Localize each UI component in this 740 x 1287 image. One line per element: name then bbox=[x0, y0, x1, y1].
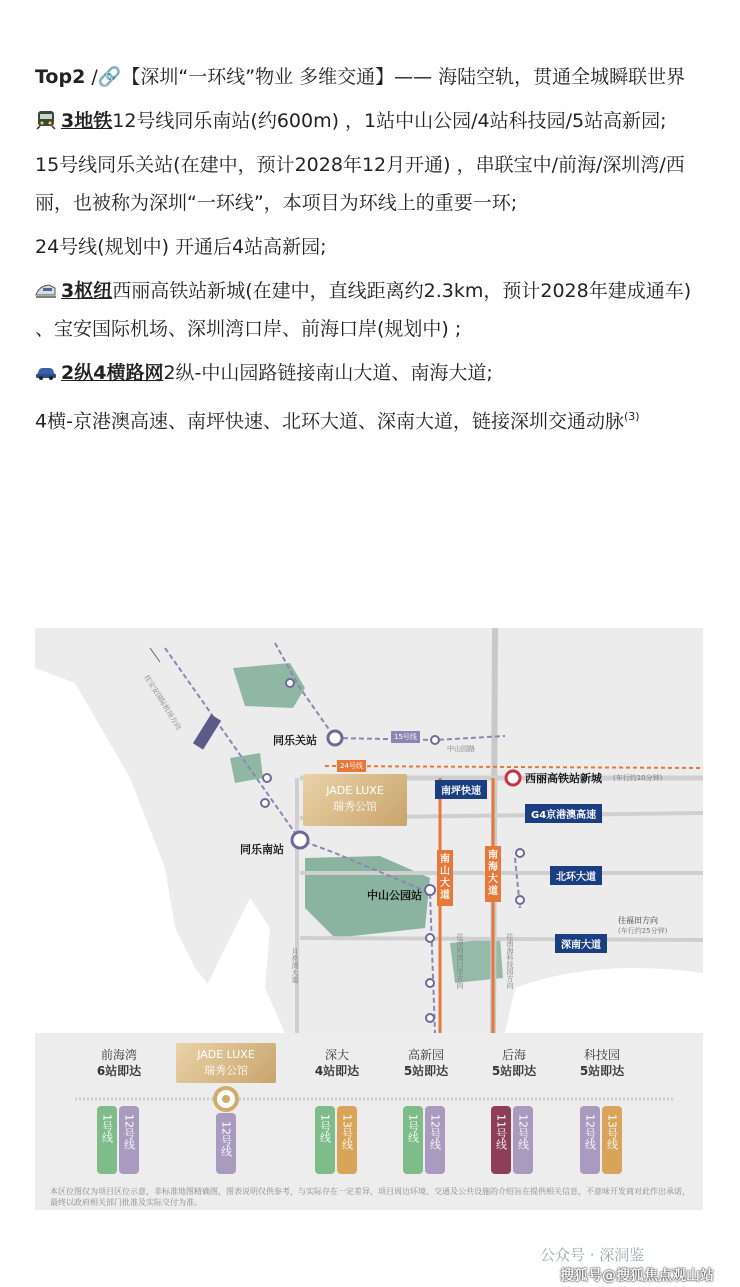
airport-direction: 往宝安国际机场方向 bbox=[142, 673, 183, 732]
line24-tag: 24号线 bbox=[337, 760, 366, 772]
road-beihuan: 北环大道 bbox=[550, 866, 602, 885]
station-sub: 6站即达 bbox=[96, 1064, 142, 1078]
strip-project-cn: 瑞秀公馆 bbox=[204, 1064, 248, 1077]
wechat-watermark: 公众号 · 深洞鉴 bbox=[540, 1246, 645, 1264]
pill-line1 bbox=[315, 1106, 335, 1174]
article-body bbox=[35, 58, 715, 446]
title-rest: /🔗【深圳“一环线”物业 多维交通】—— 海陆空轨，贯通全城瞬联世界 bbox=[85, 66, 686, 88]
pill-text: 13号线 bbox=[605, 1114, 619, 1150]
car-icon bbox=[35, 362, 57, 382]
strip-station-kejiyuan bbox=[563, 1047, 641, 1079]
station-sub: 5站即达 bbox=[579, 1064, 625, 1078]
station-tongle-nan: 同乐南站 bbox=[240, 843, 284, 856]
pill-line12 bbox=[425, 1106, 445, 1174]
project-marker bbox=[303, 774, 407, 826]
sohu-watermark: 搜狐号@搜狐焦点观山站 bbox=[560, 1268, 714, 1284]
project-name-en: JADE LUXE bbox=[326, 784, 384, 797]
pill-text: 12号线 bbox=[583, 1114, 597, 1150]
location-map bbox=[35, 628, 703, 1033]
road-text: 2纵-中山园路链接南山大道、南海大道; bbox=[163, 362, 493, 384]
pill-text: 12号线 bbox=[122, 1114, 136, 1150]
kejiyuan-direction: 往南海科技园方向 bbox=[506, 933, 514, 989]
strip-project-en: JADE LUXE bbox=[197, 1048, 255, 1061]
map-base bbox=[35, 628, 703, 1033]
pill-text: 1号线 bbox=[100, 1114, 114, 1143]
hub-paragraph bbox=[35, 272, 715, 348]
pill-line1 bbox=[97, 1106, 117, 1174]
station-name: 前海湾 bbox=[100, 1048, 137, 1062]
strip-project-marker bbox=[176, 1043, 276, 1083]
pill-line13 bbox=[337, 1106, 357, 1174]
station-name: 高新园 bbox=[407, 1048, 444, 1062]
metro-paragraph bbox=[35, 102, 715, 140]
high-speed-train-icon bbox=[35, 280, 57, 300]
strip-station-houhai bbox=[475, 1047, 553, 1079]
pill-line11 bbox=[491, 1106, 511, 1174]
pill-line12 bbox=[119, 1106, 139, 1174]
strip-station-shenda bbox=[298, 1047, 376, 1079]
line24-paragraph: 24号线(规划中) 开通后4站高新园; bbox=[35, 236, 327, 258]
pill-text: 13号线 bbox=[340, 1114, 354, 1150]
road-text-2: 4横-京港澳高速、南坪快速、北环大道、深南大道，链接深圳交通动脉 bbox=[35, 410, 624, 433]
pill-line12 bbox=[216, 1113, 236, 1174]
station-name: 后海 bbox=[501, 1048, 526, 1062]
pill-text: 11号线 bbox=[494, 1114, 508, 1150]
zhongshan-road-label: 中山园路 bbox=[447, 745, 475, 753]
pill-text: 1号线 bbox=[318, 1114, 332, 1143]
moonbay-road: 月亮湾大道 bbox=[291, 948, 299, 983]
station-sub: 5站即达 bbox=[491, 1064, 537, 1078]
train-icon bbox=[35, 110, 57, 130]
pill-text: 12号线 bbox=[428, 1114, 442, 1150]
road-label: 2纵4横路网 bbox=[61, 362, 164, 384]
strip-station-gaoxinyuan bbox=[387, 1047, 465, 1079]
station-strip bbox=[35, 1033, 703, 1210]
line15-paragraph: 15号线同乐关站(在建中，预计2028年12月开通) ，串联宝中/前海/深圳湾/西丽，也被称为深圳“一环线”，本项目为环线上的重要一环; bbox=[35, 154, 685, 214]
road-paragraph-2 bbox=[35, 398, 715, 440]
pill-line12 bbox=[513, 1106, 533, 1174]
pill-text: 1号线 bbox=[406, 1114, 420, 1143]
pill-line12 bbox=[580, 1106, 600, 1174]
station-tongle-guan: 同乐关站 bbox=[273, 734, 317, 747]
station-sub: 4站即达 bbox=[314, 1064, 360, 1078]
station-xili-hsr: 西丽高铁站新城 bbox=[525, 772, 602, 785]
pill-line13 bbox=[602, 1106, 622, 1174]
footnote-ref: (3) bbox=[623, 410, 640, 423]
pill-text: 12号线 bbox=[516, 1114, 530, 1150]
hub-text: 西丽高铁站新城(在建中，直线距离约2.3km，预计2028年建成通车) 、宝安国际机场、深圳湾口岸、前海口岸(规划中) ; bbox=[35, 280, 692, 340]
road-shennan: 深南大道 bbox=[555, 934, 607, 953]
road-g4: G4京港澳高速 bbox=[525, 804, 602, 823]
road-nanhai-ave: 南海大道 bbox=[485, 846, 501, 902]
station-zhongshan-park: 中山公园站 bbox=[367, 889, 422, 902]
pill-line1 bbox=[403, 1106, 423, 1174]
title-prefix: Top2 bbox=[35, 66, 86, 88]
line15-tag: 15号线 bbox=[391, 731, 420, 743]
station-sub: 5站即达 bbox=[403, 1064, 449, 1078]
road-nanping: 南坪快速 bbox=[435, 780, 487, 799]
futian-note: (车行约25分钟) bbox=[618, 927, 668, 935]
strip-station-qianhaiwan bbox=[80, 1047, 158, 1079]
project-name-cn: 瑞秀公馆 bbox=[333, 800, 377, 813]
station-name: 深大 bbox=[324, 1048, 349, 1062]
road-nanshan-ave: 南山大道 bbox=[437, 850, 453, 906]
metro-text: 12号线同乐南站(约600m) ，1站中山公园/4站科技园/5站高新园; bbox=[112, 110, 667, 132]
shenzhen-bay-direction: 往深圳湾口岸方向 bbox=[456, 933, 464, 989]
metro-label: 3地铁 bbox=[61, 110, 113, 132]
hub-label: 3枢纽 bbox=[61, 280, 113, 302]
pill-text: 12号线 bbox=[219, 1121, 233, 1157]
road-paragraph bbox=[35, 354, 715, 392]
station-name: 科技园 bbox=[583, 1048, 620, 1062]
futian-direction: 往福田方向 bbox=[618, 916, 658, 925]
xili-hsr-note: (车行约10分钟) bbox=[613, 774, 663, 782]
map-disclaimer: 本区位图仅为项目区位示意，非标准地图精确图，图表说明仅供参考，与实际存在一定差异，项目周边环境、交通及公共设施的介绍旨在提供相关信息，不意味开发商对此作出承诺，最终以政府相关部门批准及实际交付为准。 bbox=[50, 1187, 690, 1207]
article-title bbox=[35, 58, 715, 96]
